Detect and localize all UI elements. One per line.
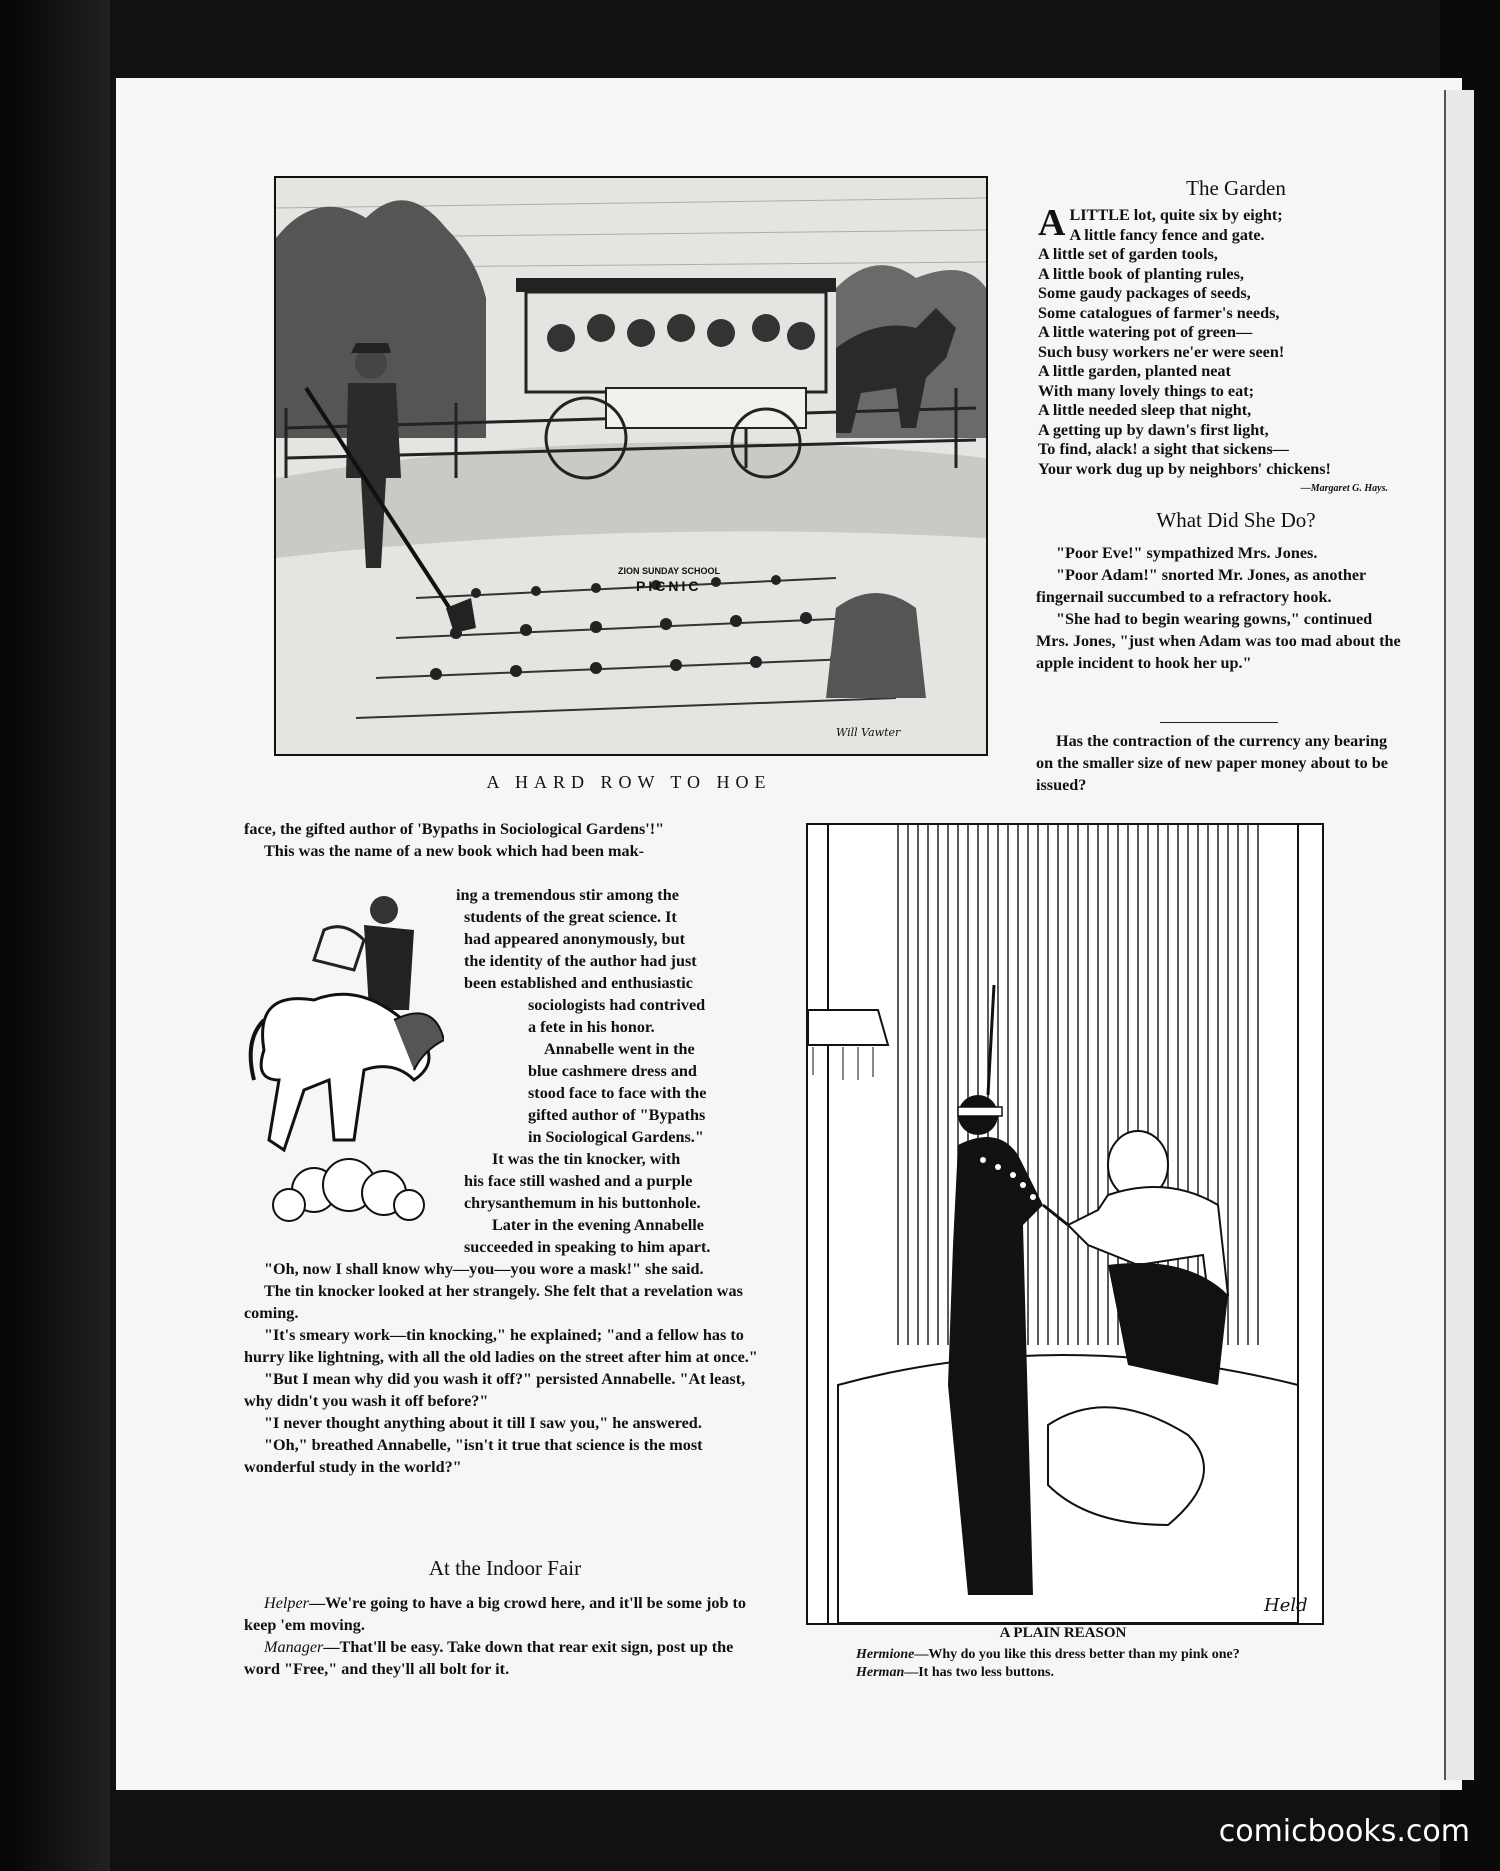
wrap-line: It was the tin knocker, with (492, 1150, 681, 1168)
story-para: "Oh," breathed Annabelle, "isn't it true that science is the most wonderful study in the world?" (244, 1436, 703, 1476)
wrap-line: Later in the evening Annabelle (492, 1216, 704, 1234)
speaker-helper: Helper (264, 1594, 309, 1612)
garden-line: To find, alack! a sight that sickens— (1038, 440, 1289, 458)
story-wrap-block (244, 884, 770, 1258)
wrap-line: been established and enthusiastic (464, 974, 693, 992)
what-did-she-do-text (1036, 542, 1402, 674)
garden-dropcap: A (1038, 202, 1066, 244)
manager-line: —That'll be easy. Take down that rear exit sign, post up the word "Free," and they'll all bolt for it. (244, 1638, 734, 1678)
garden-line: A little set of garden tools, (1038, 245, 1218, 263)
hermione-line (856, 1646, 1316, 1664)
wrap-line: sociologists had contrived (528, 996, 706, 1014)
speaker-manager: Manager (264, 1638, 324, 1656)
what-did-she-do-title: What Did She Do? (1156, 508, 1316, 532)
what-did-para: "Poor Eve!" sympathized Mrs. Jones. (1056, 544, 1318, 562)
wagon-sign-line-2: PICNIC (636, 578, 702, 594)
story-para: "But I mean why did you wash it off?" persisted Annabelle. "At least, why didn't you wash it off before?" (244, 1370, 746, 1410)
garden-line: A little watering pot of green— (1038, 323, 1253, 341)
scan-border-left (0, 0, 110, 1871)
story-para: The tin knocker looked at her strangely. She felt that a revelation was coming. (244, 1282, 743, 1322)
indoor-fair-line (244, 1636, 766, 1680)
what-did-para: "Poor Adam!" snorted Mr. Jones, as another fingernail succumbed to a refractory hook. (1036, 566, 1366, 606)
story-para: "Oh, now I shall know why—you—you wore a mask!" she said. (264, 1260, 704, 1278)
wrap-line: students of the great science. It (464, 908, 677, 926)
wrap-line: gifted author of "Bypaths (528, 1106, 706, 1124)
wagon-sign-line-1: ZION SUNDAY SCHOOL (618, 566, 721, 576)
next-page-edge (1444, 90, 1474, 1780)
comicbooks-watermark: comicbooks.com (1218, 1814, 1470, 1849)
wrap-line: succeeded in speaking to him apart. (464, 1238, 711, 1256)
plain-reason-caption: A PLAIN REASON (999, 1625, 1127, 1641)
story-para: "I never thought anything about it till I saw you," he answered. (264, 1414, 702, 1432)
garden-line: Your work dug up by neighbors' chickens! (1038, 459, 1331, 478)
section-divider (1160, 722, 1278, 723)
plain-reason-dialogue (856, 1646, 1316, 1682)
garden-credit: —Margaret G. Hays. (1300, 483, 1388, 494)
wrap-line: the identity of the author had just (464, 952, 697, 970)
hard-row-to-hoe-illustration (274, 176, 988, 756)
wrap-line: had appeared anonymously, but (464, 930, 686, 948)
wrap-line: his face still washed and a purple (464, 1172, 693, 1190)
garden-line: A little book of planting rules, (1038, 264, 1244, 283)
indoor-fair-title: At the Indoor Fair (428, 1556, 582, 1580)
garden-line: A getting up by dawn's first light, (1038, 420, 1269, 439)
hoe-cartoon-signature: Will Vawter (836, 726, 901, 739)
plain-reason-signature: Held (1264, 1595, 1308, 1616)
indoor-fair-line (244, 1592, 766, 1636)
story-wrap-intro: This was the name of a new book which had been mak- (264, 842, 645, 860)
garden-line: Such busy workers ne'er were seen! (1038, 342, 1285, 361)
currency-joke (1036, 730, 1402, 796)
garden-title: The Garden (1186, 176, 1286, 200)
story-top-text: face, the gifted author of 'Bypaths in Sociological Gardens'!" (244, 820, 665, 838)
what-did-para: "She had to begin wearing gowns," continued Mrs. Jones, "just when Adam was too mad about the apple incident to hook her up." (1036, 610, 1401, 672)
indoor-fair-text (244, 1592, 766, 1680)
wrap-line: chrysanthemum in his buttonhole. (464, 1194, 701, 1212)
hard-row-to-hoe-caption: A HARD ROW TO HOE (486, 772, 772, 792)
plain-reason-illustration (806, 823, 1324, 1625)
garden-line: Some gaudy packages of seeds, (1038, 284, 1251, 302)
helper-line: —We're going to have a big crowd here, and it'll be some job to keep 'em moving. (244, 1594, 747, 1634)
wrap-line: a fete in his honor. (528, 1018, 655, 1036)
wrap-line: stood face to face with the (528, 1084, 707, 1102)
herman-text: —It has two less buttons. (904, 1665, 1054, 1680)
garden-line: LITTLE lot, quite six by eight; (1069, 206, 1283, 224)
garden-line: A little fancy fence and gate. (1069, 225, 1265, 244)
story-continued (244, 1258, 766, 1478)
garden-line: Some catalogues of farmer's needs, (1038, 303, 1280, 322)
garden-poem (1038, 202, 1408, 499)
currency-text: Has the contraction of the currency any bearing on the smaller size of new paper money about to be issued? (1036, 732, 1388, 794)
wrap-line: blue cashmere dress and (528, 1062, 697, 1080)
story-para: "It's smeary work—tin knocking," he explained; "and a fellow has to hurry like lightning, with all the old ladies on the street after him at once." (244, 1326, 758, 1366)
garden-line: A little needed sleep that night, (1038, 401, 1252, 419)
garden-line: With many lovely things to eat; (1038, 381, 1254, 400)
story-top (244, 818, 766, 862)
herman-line (856, 1664, 1316, 1682)
hermione-text: —Why do you like this dress better than my pink one? (914, 1647, 1240, 1662)
wrap-line: Annabelle went in the (544, 1040, 695, 1058)
wrap-line: in Sociological Gardens." (528, 1128, 704, 1146)
herman-speaker: Herman (856, 1665, 905, 1680)
wrap-line: ing a tremendous stir among the (456, 886, 679, 904)
garden-line: A little garden, planted neat (1038, 362, 1231, 380)
plain-reason-drawing (808, 825, 1322, 1623)
hermione-speaker: Hermione (856, 1647, 915, 1662)
hoe-cartoon-drawing (276, 178, 986, 754)
